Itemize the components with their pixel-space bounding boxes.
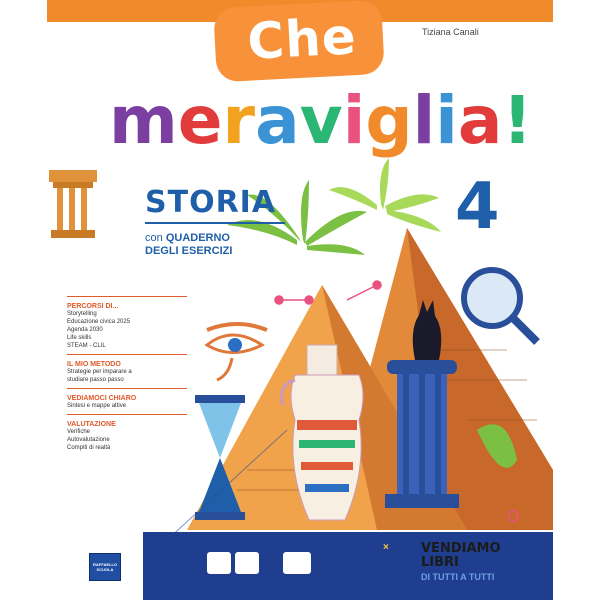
- subject-title: STORIA: [145, 185, 277, 220]
- book-cover: [47, 0, 553, 600]
- title-letter: i: [342, 82, 366, 159]
- section-item: Sintesi e mappe attive: [67, 403, 127, 409]
- volume-number: 4: [455, 170, 500, 244]
- vendiamo-libri: [421, 542, 501, 570]
- contents-panel: [67, 292, 201, 452]
- title-letter: a: [255, 82, 300, 159]
- section-rule: [67, 296, 187, 297]
- vendiamo-line-3: DI TUTTI A TUTTI: [421, 572, 495, 582]
- title-letter: v: [299, 82, 343, 159]
- column-icon: [49, 170, 97, 238]
- title-letter: g: [365, 82, 413, 159]
- section-item: Autovalutazione: [67, 437, 110, 443]
- section-item: studiare passo passo: [67, 377, 124, 383]
- vendiamo-line-2: LIBRI: [421, 555, 459, 570]
- vendiamo-line-1: VENDIAMO: [421, 541, 501, 556]
- section-item: Educazione civica 2025: [67, 319, 131, 325]
- title-letter: e: [177, 82, 223, 159]
- partner-logo-2: [235, 552, 259, 574]
- series-title-top: Che: [245, 7, 359, 71]
- x-mark: ×: [383, 542, 389, 553]
- partner-logo-1: [207, 552, 231, 574]
- section-item: Agenda 2030: [67, 327, 103, 333]
- section-rule: [67, 354, 187, 355]
- section-rule: [67, 414, 187, 415]
- title-letter: l: [412, 82, 436, 159]
- section-item: Life skills: [67, 335, 92, 341]
- publisher-logo: [89, 553, 121, 581]
- title-letter: a: [457, 82, 503, 159]
- section-item: Strategie per imparare a: [67, 369, 132, 375]
- author-name: Tiziana Canali: [422, 27, 479, 37]
- publisher-logo-text: RAFFAELLO SCUOLA: [93, 562, 117, 572]
- section-item: Compiti di realtà: [67, 445, 111, 451]
- subject-underline: [145, 222, 285, 224]
- title-letter: i: [435, 82, 458, 159]
- subtitle-bold-2: DEGLI ESERCIZI: [145, 245, 233, 257]
- eye-of-horus-icon: [207, 324, 267, 380]
- subtitle-prefix: con: [145, 232, 163, 244]
- partner-logo-3: [283, 552, 311, 574]
- subtitle-bold-1: QUADERNO: [165, 232, 230, 244]
- section-title: VEDIAMOCI CHIARO: [67, 395, 137, 402]
- section-title: PERCORSI DI...: [67, 303, 119, 310]
- section-item: Storytelling: [67, 311, 97, 317]
- magnifying-glass-icon: [464, 270, 537, 342]
- section-item: Verifiche: [67, 429, 91, 435]
- section-title: VALUTAZIONE: [67, 421, 116, 428]
- subtitle: [145, 232, 232, 258]
- section-rule: [67, 388, 187, 389]
- title-letter: r: [222, 82, 256, 159]
- section-item: STEAM - CLIL: [67, 343, 106, 349]
- section-title: IL MIO METODO: [67, 361, 121, 368]
- title-letter: m: [109, 82, 178, 159]
- title-letter: !: [502, 82, 533, 159]
